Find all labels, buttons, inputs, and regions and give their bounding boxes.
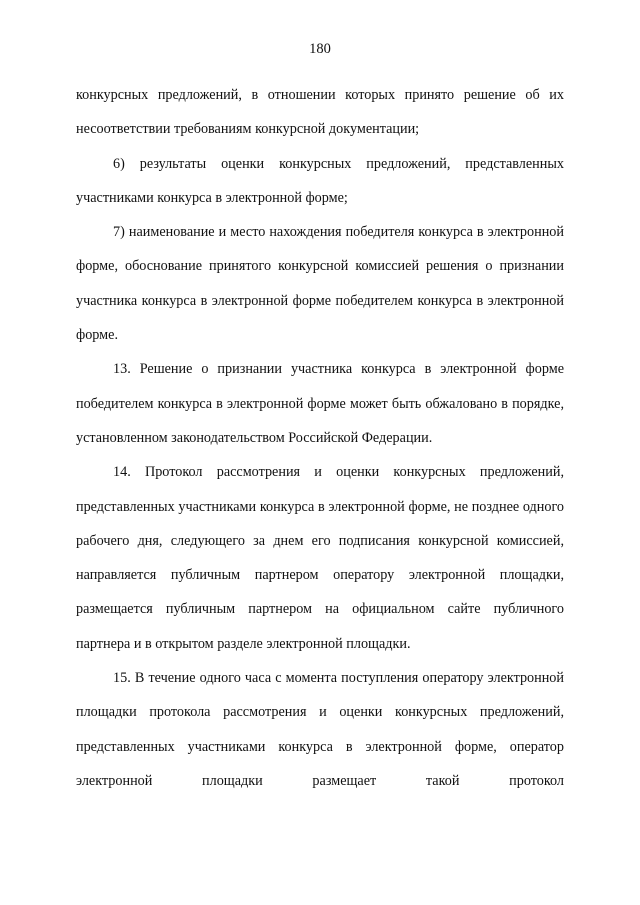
paragraph-clause-15: 15. В течение одного часа с момента поступления оператору электронной площадки протокола рассмотрения и оценки конкурсных предложений, представленных участниками конкурса в электронной форме, оператор электронной площадки размещает такой протокол (76, 670, 564, 789)
paragraph-clause-13: 13. Решение о признании участника конкурса в электронной форме победителем конкурса в электронной форме может быть обжаловано в порядке, установленном законодательством Российской Федерации. (76, 361, 564, 446)
paragraph-clause-14: 14. Протокол рассмотрения и оценки конкурсных предложений, представленных участниками конкурса в электронной форме, не позднее одного рабочего дня, следующего за днем его подписания конкурсной комиссией, направляется публичным партнером оператору электронной площадки, размещается публичным партнером на официальном сайте публичного партнера и в открытом разделе электронной площадки. (76, 464, 564, 652)
paragraph-item-7: 7) наименование и место нахождения победителя конкурса в электронной форме, обоснование принятого конкурсной комиссией решения о признании участника конкурса в электронной форме победителем конкурса в электронной форме. (76, 224, 564, 344)
document-body (76, 78, 564, 798)
paragraph-item-6: 6) результаты оценки конкурсных предложений, представленных участниками конкурса в электронной форме; (76, 155, 564, 206)
paragraph-continued: конкурсных предложений, в отношении которых принято решение об их несоответствии требованиям конкурсной документации; (76, 87, 564, 138)
page-number: 180 (309, 41, 331, 57)
